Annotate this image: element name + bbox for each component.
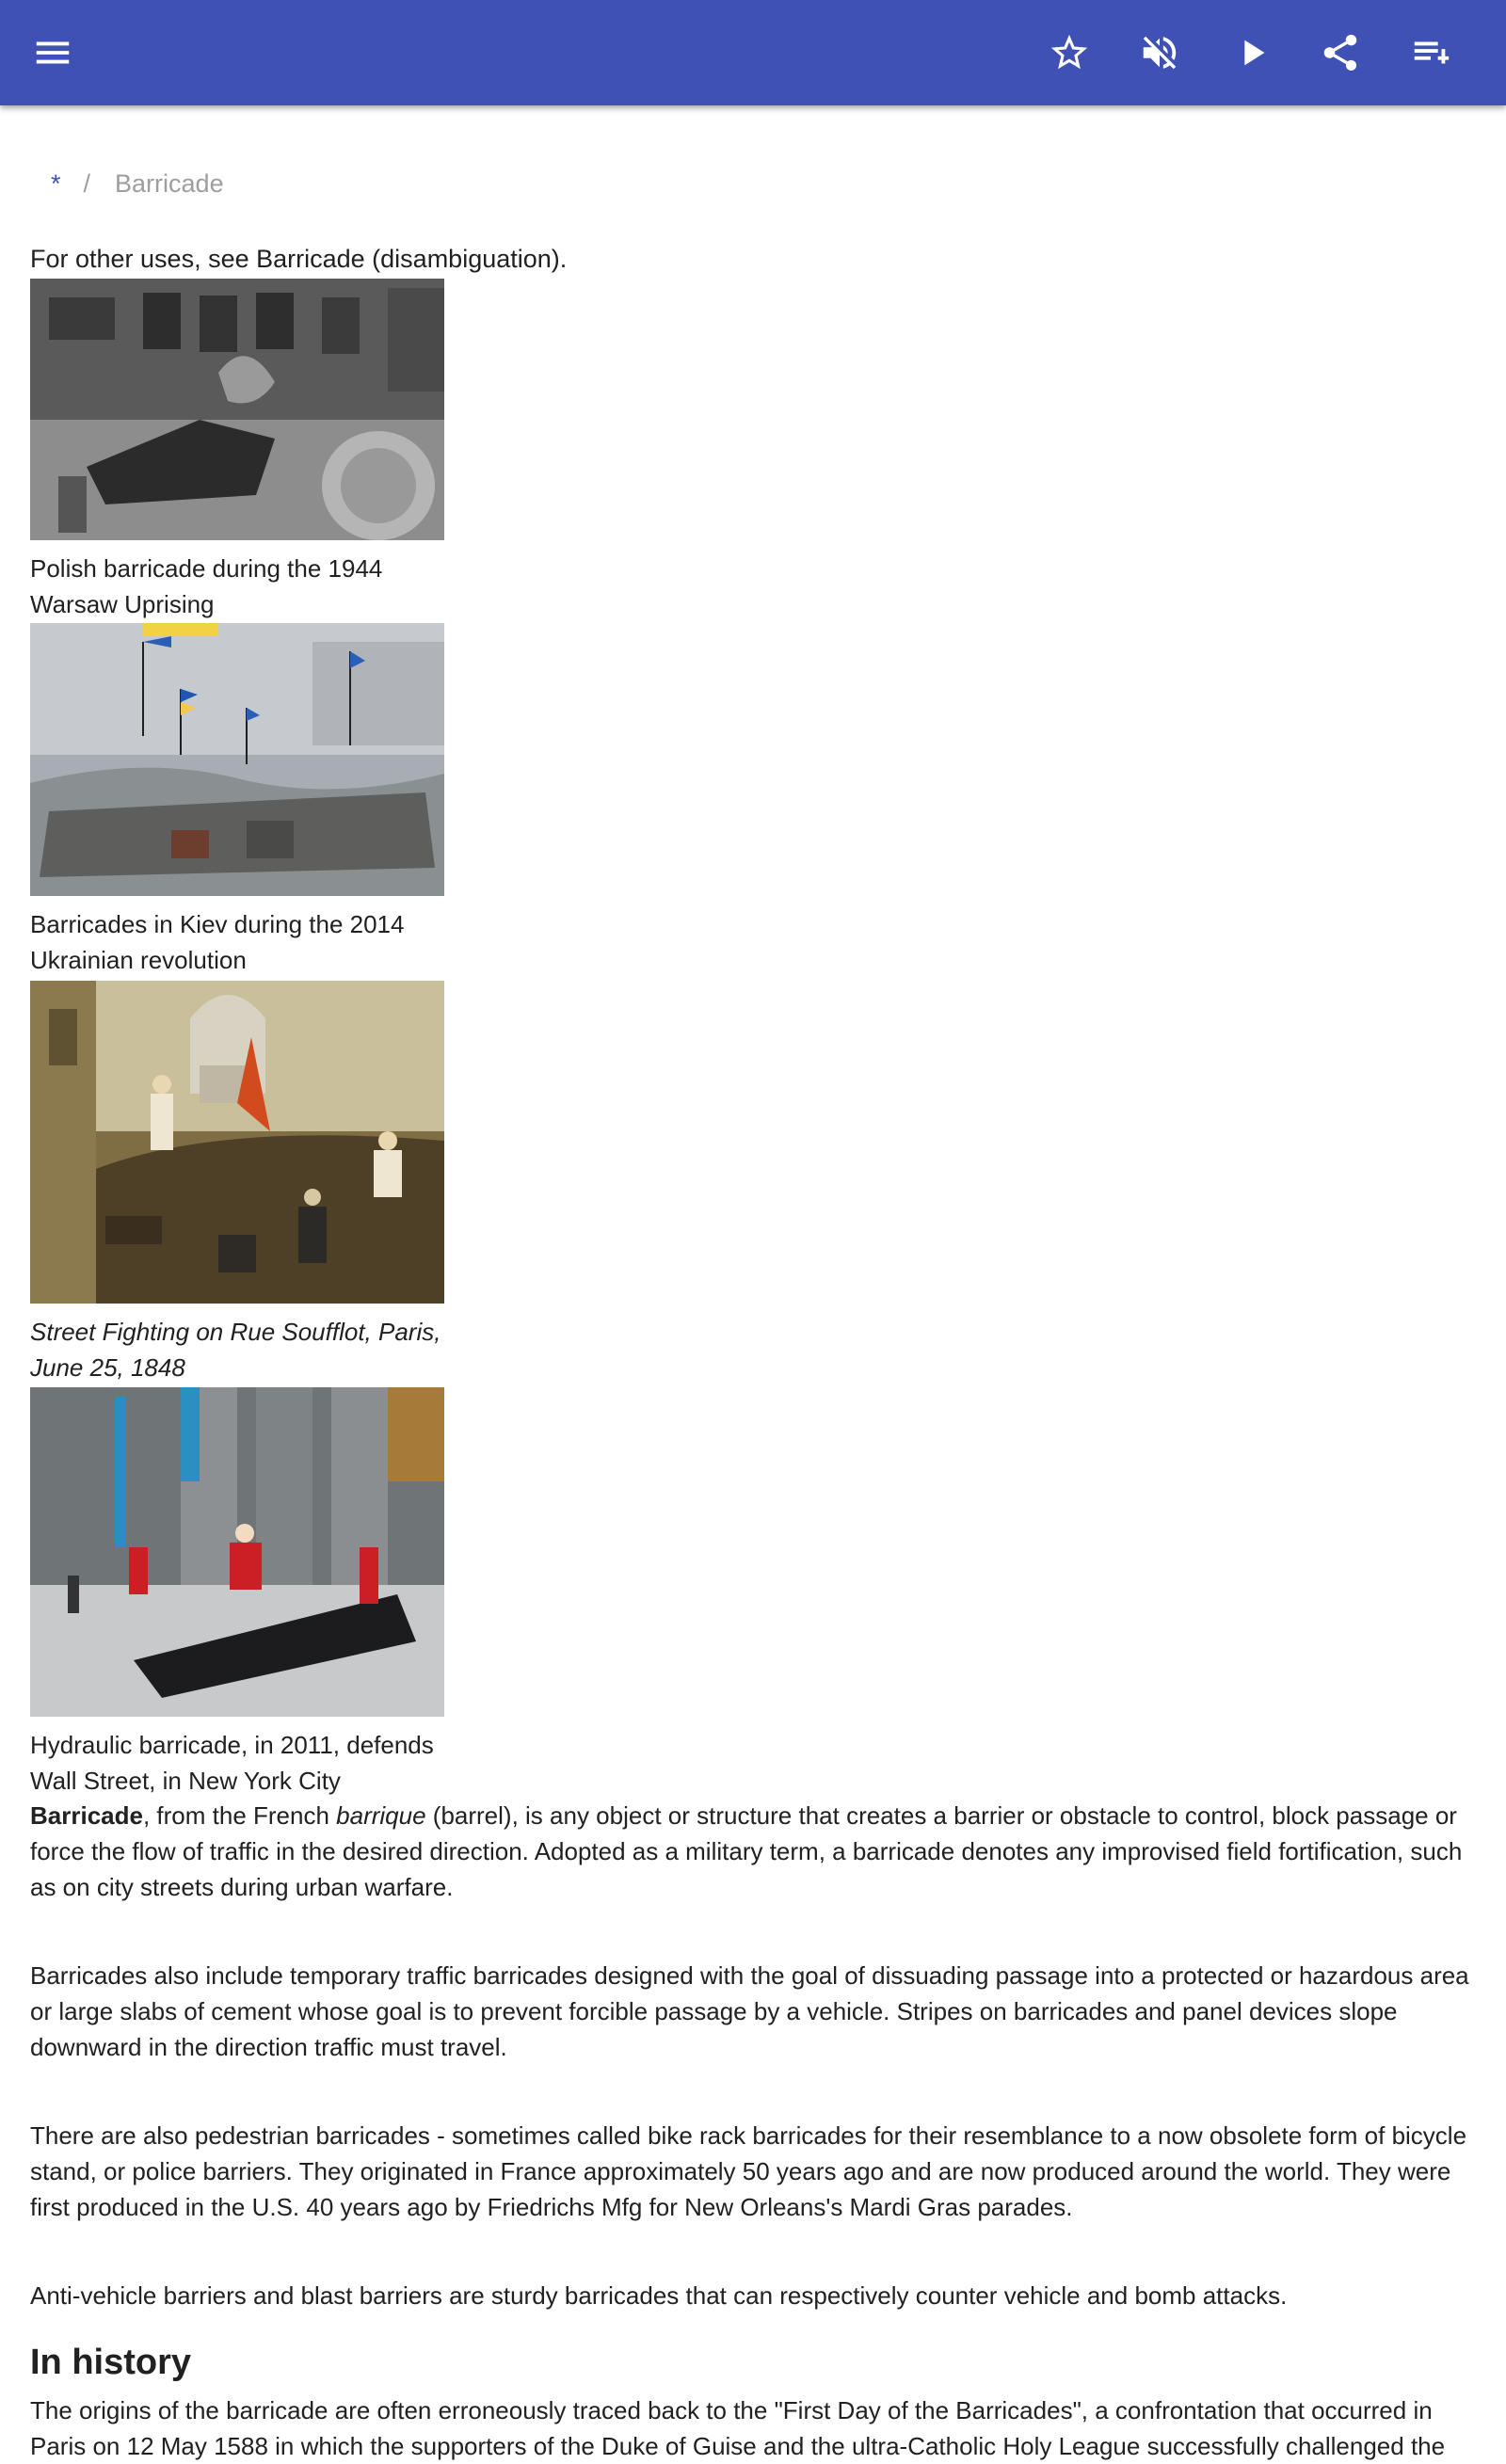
paragraph-4: Anti-vehicle barriers and blast barriers are sturdy barricades that can respectively counter vehicle and bomb attacks. [30, 2281, 1288, 2310]
volume-off-icon [1138, 31, 1181, 74]
hydraulic-barricade-image[interactable] [30, 1387, 444, 1717]
share-button[interactable] [1295, 0, 1386, 105]
paragraph-2: Barricades also include temporary traffic barricades designed with the goal of dissuading passage into a protected or hazardous area or large slabs of cement whose goal is to prevent forcible passage by a vehicle. Stripes on barricades and panel devices slope downward in the direction traffic must travel. [30, 1961, 1469, 2061]
figure-warsaw [30, 279, 444, 622]
figure-rue-soufflot [30, 981, 444, 1385]
warsaw-barricade-image[interactable] [30, 279, 444, 540]
paragraph-3: There are also pedestrian barricades - sometimes called bike rack barricades for their resemblance to a now obsolete form of bicycle stand, or police barriers. They originated in France approximately 50 years ago and are now produced around the world. They were first produced in the U.S. 40 years ago by Friedrichs Mfg for New Orleans's Mardi Gras parades. [30, 2121, 1467, 2221]
bookmark-button[interactable] [1024, 0, 1114, 105]
play-button[interactable] [1207, 0, 1297, 105]
menu-icon [31, 31, 74, 74]
contents-button[interactable] [1386, 0, 1476, 105]
play-icon [1230, 31, 1274, 74]
breadcrumb-home[interactable]: * [51, 169, 61, 198]
playlist-icon [1409, 31, 1452, 74]
menu-button[interactable] [8, 0, 98, 105]
article-term: Barricade [30, 1801, 143, 1830]
figure-caption: Street Fighting on Rue Soufflot, Paris, June 25, 1848 [30, 1318, 441, 1382]
hatnote[interactable]: For other uses, see Barricade (disambiguation). [30, 245, 568, 273]
figure-caption: Polish barricade during the 1944 Warsaw Uprising [30, 554, 383, 618]
mute-button[interactable] [1114, 0, 1205, 105]
app-bar [0, 0, 1506, 105]
intro-paragraph: Barricade, from the French barrique (barrel), is any object or structure that creates a barrier or obstacle to control, block passage or force the flow of traffic in the desired direction. Adopted as a military term, a barricade denotes any improvised field fortification, such as on city streets during urban warfare. [30, 1801, 1463, 1901]
share-icon [1319, 31, 1362, 74]
breadcrumb [51, 169, 224, 199]
figure-caption: Barricades in Kiev during the 2014 Ukrainian revolution [30, 910, 405, 974]
etymology-term: barrique [336, 1801, 426, 1830]
section-heading-in-history: In history [30, 2343, 192, 2382]
figure-wall-street [30, 1387, 444, 1799]
breadcrumb-separator: / [83, 169, 91, 198]
paragraph-5: The origins of the barricade are often erroneously traced back to the "First Day of the Barricades", a confrontation that occurred in Paris on 12 May 1588 in which the supporters of the Duke of Guise and the ultra-Catholic Holy League successfully challenged the [30, 2396, 1446, 2460]
figure-caption: Hydraulic barricade, in 2011, defends Wall Street, in New York City [30, 1731, 434, 1795]
figure-kiev [30, 623, 444, 978]
breadcrumb-current: Barricade [115, 169, 224, 198]
rue-soufflot-painting-image[interactable] [30, 981, 444, 1304]
kiev-barricade-image[interactable] [30, 623, 444, 896]
star-outline-icon [1048, 31, 1091, 74]
